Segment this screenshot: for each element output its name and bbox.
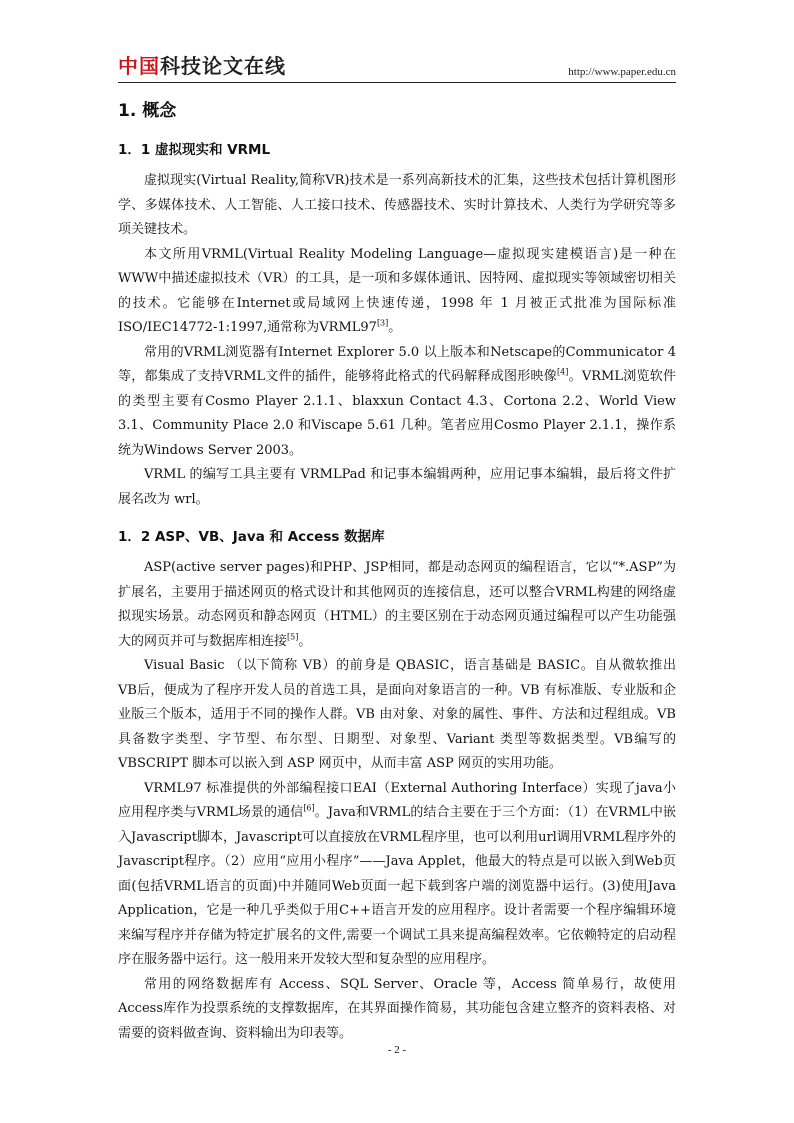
subsection-title-1: 1．1 虚拟现实和 VRML: [118, 142, 271, 158]
paragraph: 常用的网络数据库有 Access、SQL Server、Oracle 等，Access 简单易行，故使用 Access库作为投票系统的支撑数据库，在其界面操作简易，其功能包含建立整齐的资料表格、对需要的资料做查询、资料输出为印表等。: [118, 976, 676, 1041]
paragraph: 虚拟现实(Virtual Reality,简称VR)技术是一系列高新技术的汇集，这些技术包括计算机图形学、多媒体技术、人工智能、人工接口技术、传感器技术、实时计算技术、人类行为学研究等多项关键技术。: [118, 173, 676, 237]
page-header: [118, 52, 676, 84]
subsection-title-2: 1．2 ASP、VB、Java 和 Access 数据库: [118, 529, 385, 545]
paragraph: ASP(active server pages)和PHP、JSP相同，都是动态网页的编程语言，它以“*.ASP”为扩展名，主要用于描述网页的格式设计和其他网页的连接信息，还可以整合VRML构建的网络虚拟现实场景。动态网页和静态网页（HTML）的主要区别在于动态网页通过编程可以产生功能强大的网页并可与数据库相连接[5]。: [118, 560, 676, 649]
journal-logo: [118, 52, 286, 80]
citation-ref: [5]: [287, 632, 299, 642]
header-rule: [118, 82, 676, 83]
page-number: - 2 -: [387, 1044, 407, 1056]
main-content: [118, 94, 676, 1046]
paragraph: VRML97 标准提供的外部编程接口EAI（External Authoring Interface）实现了java小应用程序类与VRML场景的通信[6]。Java和VRML的结合主要在于三个方面：（1）在VRML中嵌入Javascript脚本，Javascript可以直接放在VRML程序里，也可以利用url调用VRML程序外的Javascript程序。（2）应用“应用小程序”——Java Applet，他最大的特点是可以嵌入到Web页面(包括VRML语言的页面)中并随同Web页面一起下载到客户端的浏览器中运行。(3)使用Java Application，它是一种几乎类似于用C++语言开发的应用程序。设计者需要一个程序编辑环境来编写程序并存储为特定扩展名的文件,需要一个调试工具来提高编程效率。它依赖特定的启动程序在服务器中运行。这一般用来开发较大型和复杂型的应用程序。: [118, 780, 676, 967]
citation-ref: [3]: [376, 318, 389, 328]
logo-part-2: 科技论文在线: [160, 54, 286, 78]
logo-part-1: 中国: [118, 54, 160, 78]
citation-ref: [4]: [557, 367, 569, 377]
header-url-link[interactable]: http://www.paper.edu.cn: [568, 66, 676, 78]
paragraph: Visual Basic （以下简称 VB）的前身是 QBASIC，语言基础是 BASIC。自从微软推出 VB后，便成为了程序开发人员的首选工具，是面向对象语言的一种。VB 有标准版、专业版和企业版三个版本，适用于不同的操作人群。VB 由对象、对象的属性、事件、方法和过程组成。VB 具备数字类型、字节型、布尔型、日期型、对象型、Variant 类型等数据类型。VB编写的 VBSCRIPT 脚本可以嵌入到 ASP 网页中，从而丰富 ASP 网页的实用功能。: [118, 658, 676, 771]
citation-ref: [6]: [303, 803, 315, 813]
paragraph: 常用的VRML浏览器有Internet Explorer 5.0 以上版本和Netscape的Communicator 4 等，都集成了支持VRML文件的插件，能够将此格式的代码解释成图形映像[4]。VRML浏览软件的类型主要有Cosmo Player 2.1.1、blaxxun Contact 4.3、Cortona 2.2、World View 3.1、Community Place 2.0 和Viscape 5.61 几种。笔者应用Cosmo Player 2.1.1，操作系统为Windows Server 2003。: [118, 344, 677, 458]
paragraph: VRML 的编写工具主要有 VRMLPad 和记事本编辑两种，应用记事本编辑，最后将文件扩展名改为 wrl。: [118, 467, 676, 507]
paragraph: 本文所用VRML(Virtual Reality Modeling Language—虚拟现实建模语言)是一种在WWW中描述虚拟技术（VR）的工具，是一项和多媒体通讯、因特网、虚拟现实等领域密切相关的技术。它能够在Internet或局域网上快速传递，1998 年 1 月被正式批准为国际标准ISO/IEC14772-1:1997,通常称为VRML97[3]。: [118, 246, 676, 335]
section-title: 1. 概念: [118, 101, 177, 121]
